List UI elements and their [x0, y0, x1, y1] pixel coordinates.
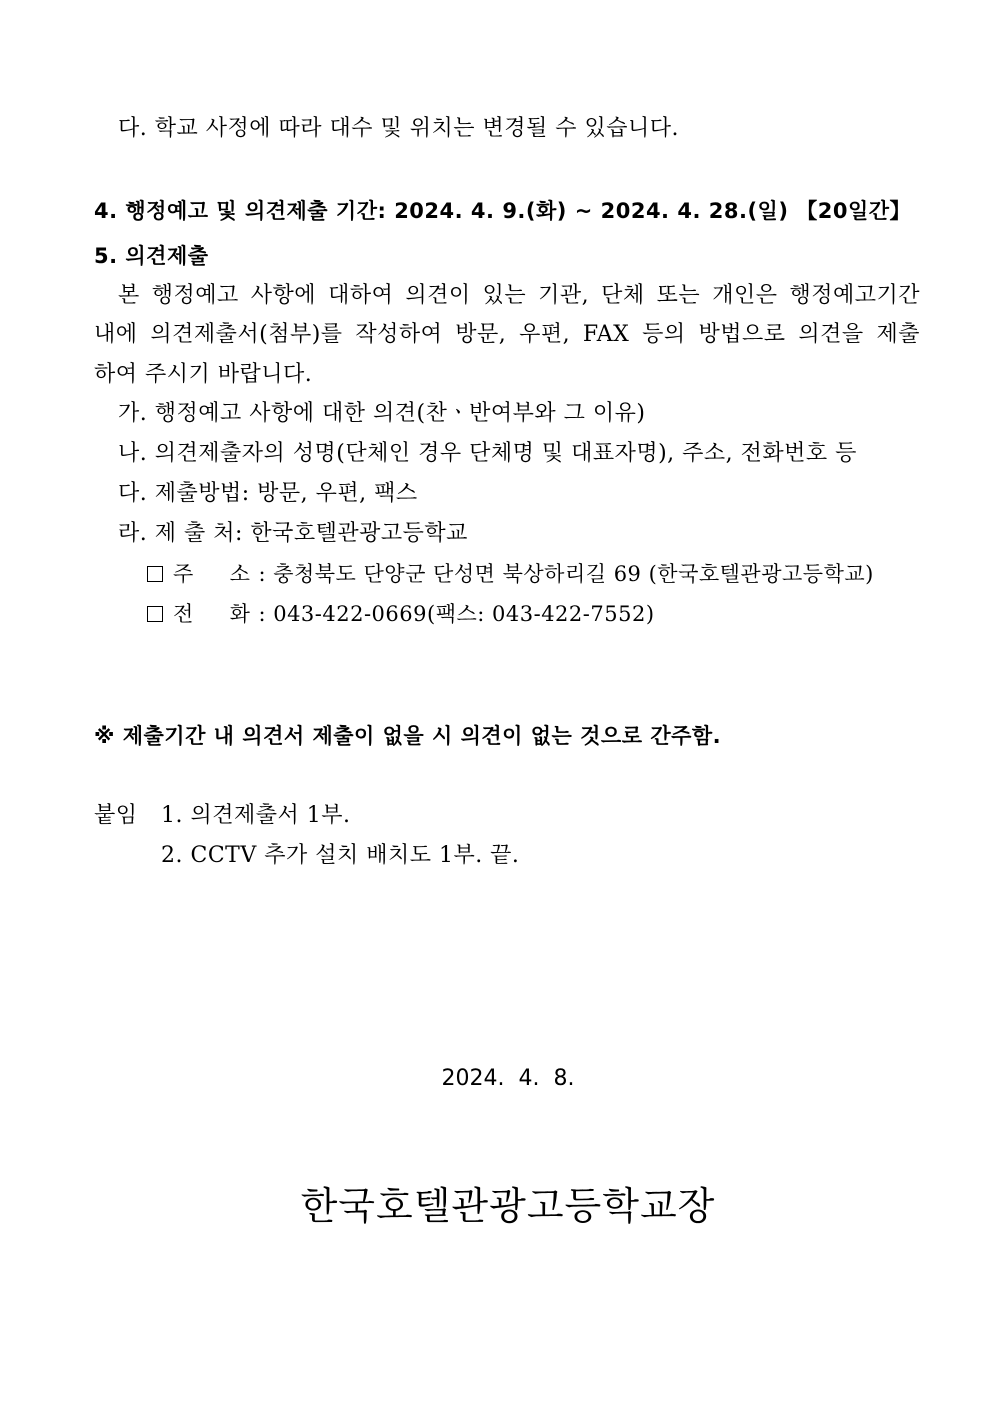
- section-5-item-a: 가. 행정예고 사항에 대한 의견(찬ㆍ반여부와 그 이유): [118, 401, 646, 426]
- phone-row: [147, 599, 655, 629]
- section-5-item-c: 다. 제출방법: 방문, 우편, 팩스: [118, 481, 418, 506]
- phone-label: 전 화: [173, 602, 251, 626]
- phone-value: : 043-422-0669(팩스: 043-422-7552): [258, 602, 655, 626]
- address-value: : 충청북도 단양군 단성면 북상하리길 69 (한국호텔관광고등학교): [258, 562, 874, 586]
- no-opinion-note: ※ 제출기간 내 의견서 제출이 없을 시 의견이 없는 것으로 간주함.: [94, 724, 722, 748]
- address-label: 주 소: [173, 562, 251, 586]
- checkbox-square-icon: [147, 566, 163, 582]
- section-4-period: 4. 행정예고 및 의견제출 기간: 2024. 4. 9.(화) ~ 2024. 4. 28.(일) 【20일간】: [94, 199, 912, 223]
- section-5-paragraph-line-3: 하여 주시기 바랍니다.: [94, 362, 313, 387]
- section-5-item-b: 나. 의견제출자의 성명(단체인 경우 단체명 및 대표자명), 주소, 전화번호 등: [118, 441, 857, 466]
- address-row: [147, 559, 874, 589]
- section-5-paragraph-line-1: 본 행정예고 사항에 대하여 의견이 있는 기관, 단체 또는 개인은 행정예고기간: [118, 283, 920, 308]
- checkbox-square-icon: [147, 606, 163, 622]
- section-5-title: 5. 의견제출: [94, 244, 209, 268]
- document-date: 2024. 4. 8.: [441, 1066, 575, 1091]
- notice-item-c: 다. 학교 사정에 따라 대수 및 위치는 변경될 수 있습니다.: [118, 116, 679, 141]
- attachments-label: 붙임: [94, 803, 138, 828]
- signature-title: 한국호텔관광고등학교장: [300, 1184, 716, 1228]
- section-5-item-d: 라. 제 출 처: 한국호텔관광고등학교: [118, 521, 468, 546]
- section-5-paragraph-line-2: 내에 의견제출서(첨부)를 작성하여 방문, 우편, FAX 등의 방법으로 의견을 제출: [94, 322, 920, 347]
- attachment-item-1: 1. 의견제출서 1부.: [161, 803, 351, 828]
- attachment-item-2: 2. CCTV 추가 설치 배치도 1부. 끝.: [161, 843, 520, 868]
